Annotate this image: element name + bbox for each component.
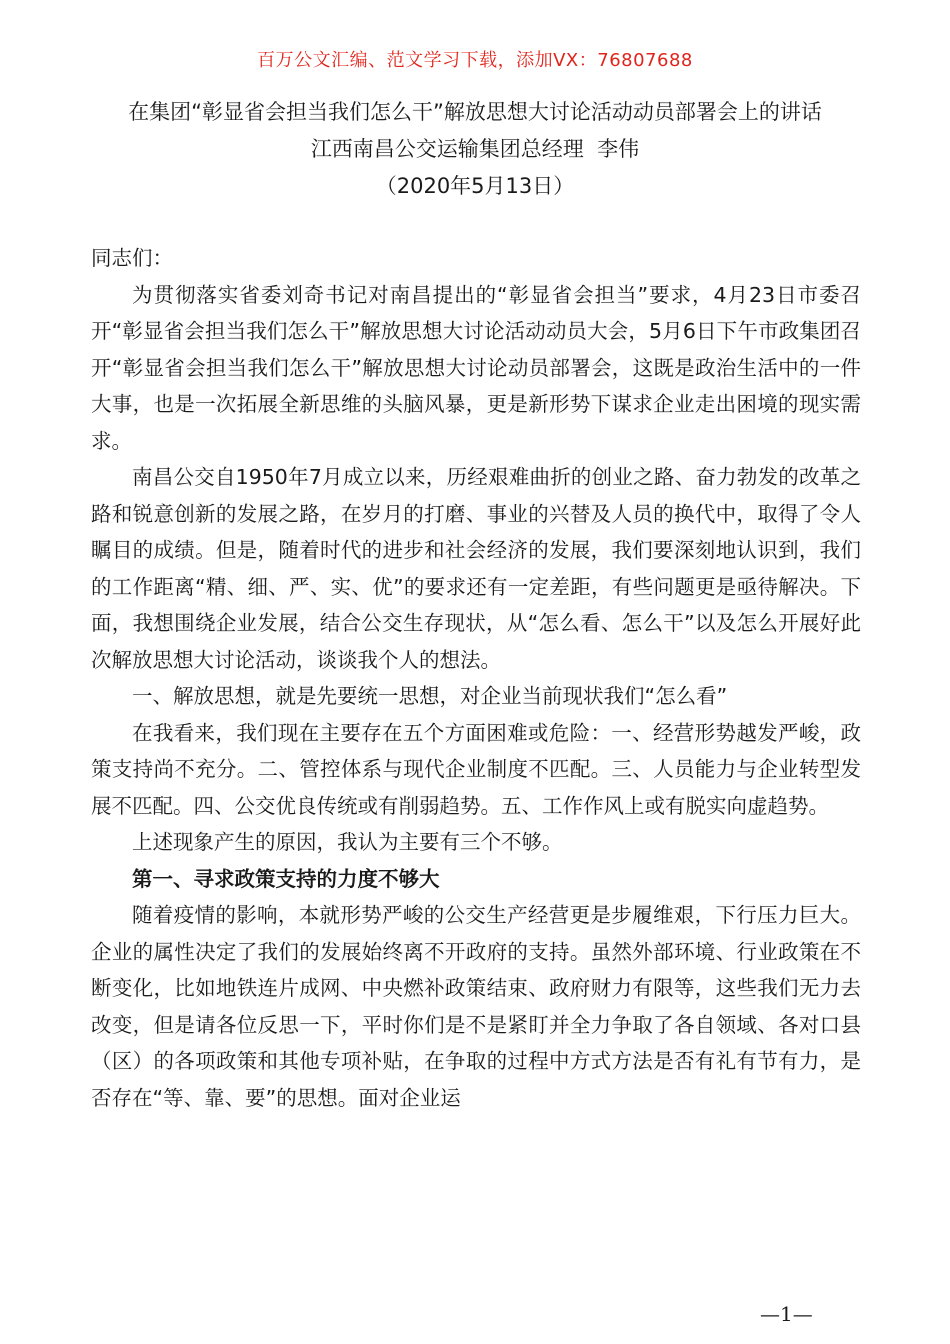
paragraph-4: 上述现象产生的原因，我认为主要有三个不够。 <box>132 830 563 854</box>
salutation: 同志们： <box>91 246 173 270</box>
section-heading-1: 一、解放思想，就是先要统一思想，对企业当前现状我们“怎么看” <box>132 684 728 708</box>
speech-body <box>91 240 861 1116</box>
watermark-banner: 百万公文汇编、范文学习下载，添加VX：76807688 <box>257 50 693 71</box>
bold-subheading-1: 第一、寻求政策支持的力度不够大 <box>132 866 440 891</box>
paragraph-1: 为贯彻落实省委刘奇书记对南昌提出的“彰显省会担当”要求，4月23日市委召开“彰显省会担当我们怎么干”解放思想大讨论活动动员大会，5月6日下午市政集团召开“彰显省会担当我们怎么干”解放思想大讨论动员部署会，这既是政治生活中的一件大事，也是一次拓展全新思维的头脑风暴，更是新形势下谋求企业走出困境的现实需求。 <box>91 282 861 453</box>
paragraph-2: 南昌公交自1950年7月成立以来，历经艰难曲折的创业之路、奋力勃发的改革之路和锐意创新的发展之路，在岁月的打磨、事业的兴替及人员的换代中，取得了令人瞩目的成绩。但是，随着时代的进步和社会经济的发展，我们要深刻地认识到，我们的工作距离“精、细、严、实、优”的要求还有一定差距，有些问题更是亟待解决。下面，我想围绕企业发展，结合公交生存现状，从“怎么看、怎么干”以及怎么开展好此次解放思想大讨论活动，谈谈我个人的想法。 <box>91 465 861 672</box>
speech-title: 在集团“彰显省会担当我们怎么干”解放思想大讨论活动动员部署会上的讲话 <box>128 100 822 124</box>
paragraph-3: 在我看来，我们现在主要存在五个方面困难或危险：一、经营形势越发严峻，政策支持尚不充分。二、管控体系与现代企业制度不匹配。三、人员能力与企业转型发展不匹配。四、公交优良传统或有削弱趋势。五、工作作风上或有脱实向虚趋势。 <box>91 720 861 818</box>
page-number: —1— <box>760 1302 813 1326</box>
speech-date: （2020年5月13日） <box>375 174 575 198</box>
speech-header <box>40 94 910 205</box>
paragraph-5: 随着疫情的影响，本就形势严峻的公交生产经营更是步履维艰，下行压力巨大。企业的属性决定了我们的发展始终离不开政府的支持。虽然外部环境、行业政策在不断变化，比如地铁连片成网、中央燃补政策结束、政府财力有限等，这些我们无力去改变，但是请各位反思一下，平时你们是不是紧盯并全力争取了各自领域、各对口县（区）的各项政策和其他专项补贴，在争取的过程中方式方法是否有礼有节有力，是否存在“等、靠、要”的思想。面对企业运 <box>91 903 861 1110</box>
speaker-line: 江西南昌公交运输集团总经理 李伟 <box>310 137 640 161</box>
